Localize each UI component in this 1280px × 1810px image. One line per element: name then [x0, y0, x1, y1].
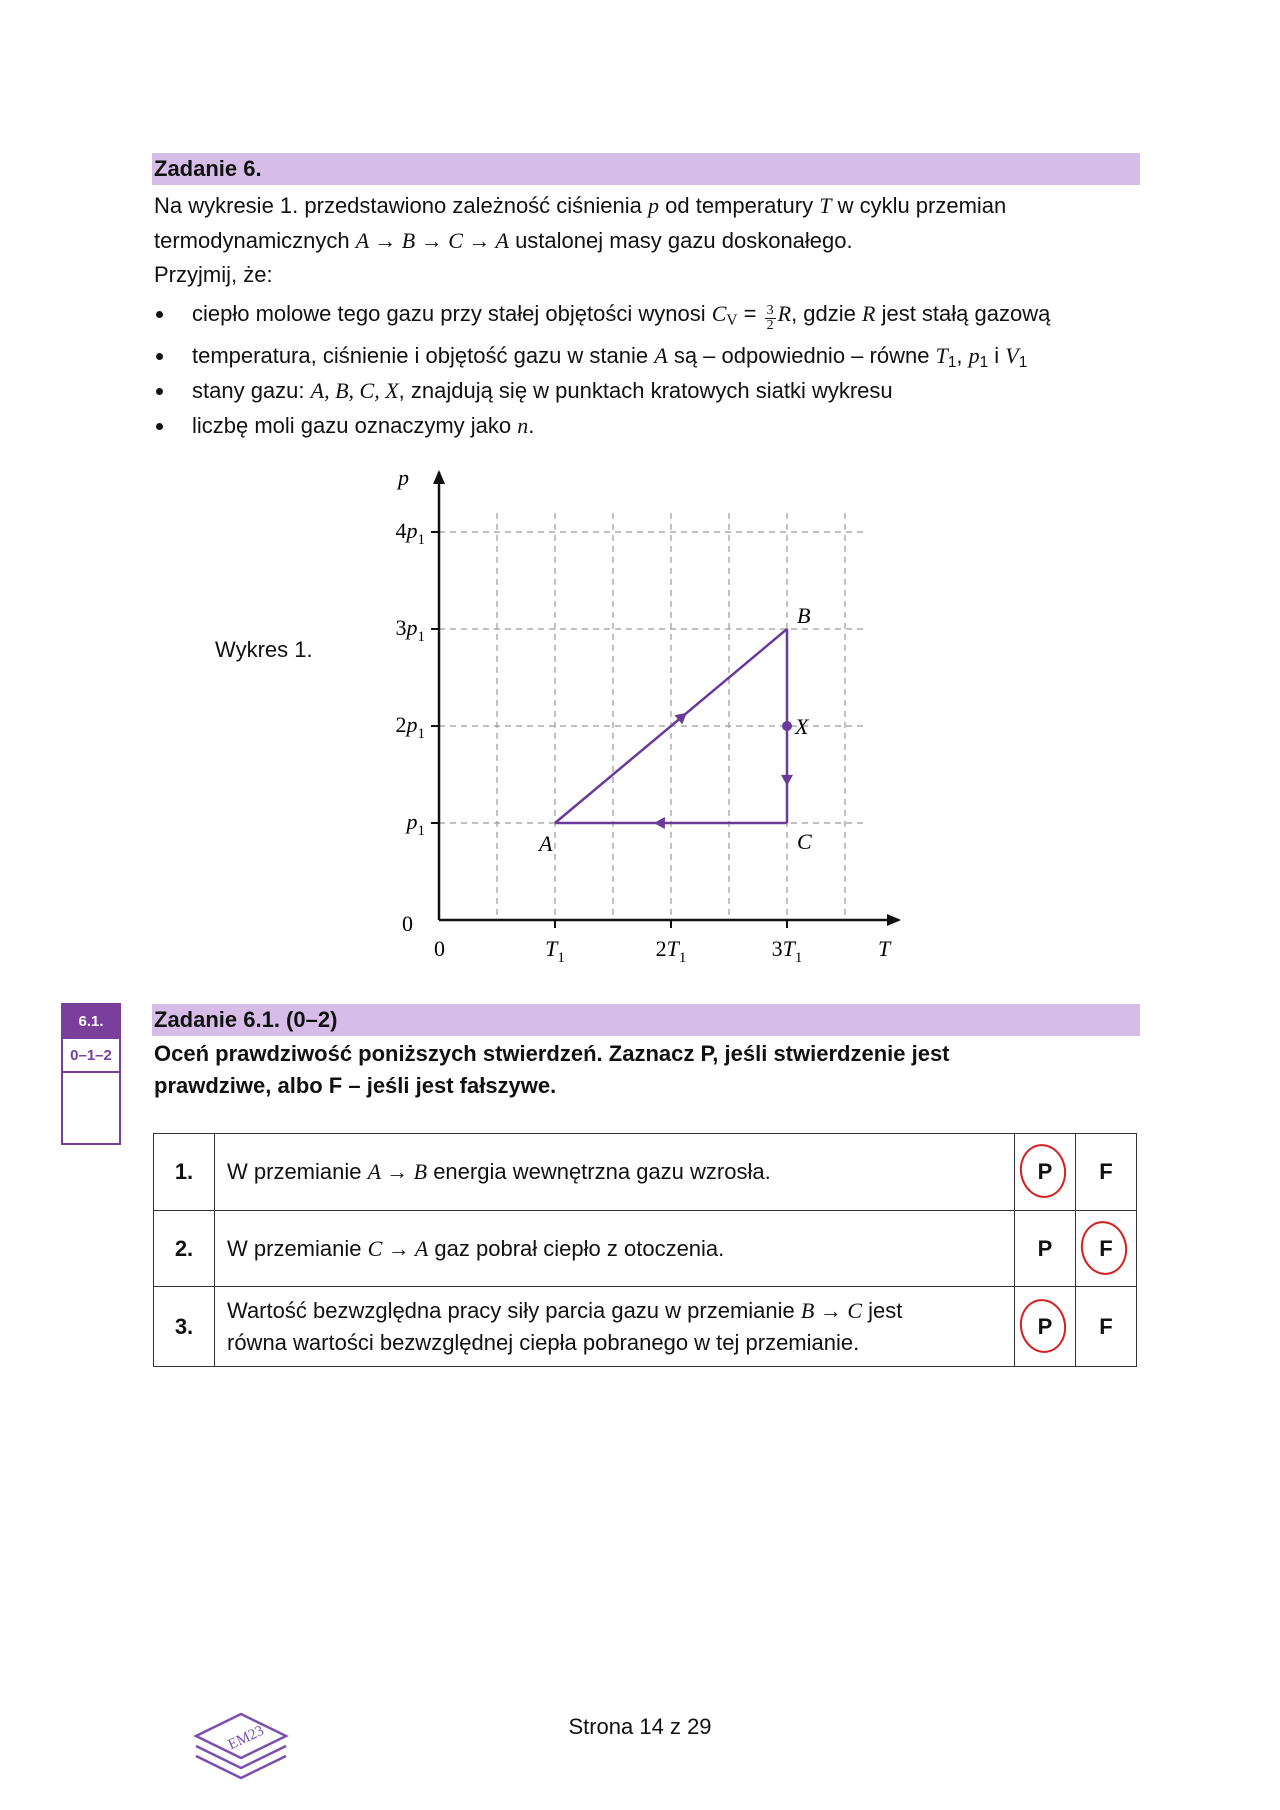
direction-arrow-icon: [654, 817, 665, 829]
y-origin-label: 0: [402, 911, 413, 936]
bullet-dot-icon: [156, 353, 163, 360]
x-tick-label: $3T_1$: [771, 936, 803, 966]
score-box-empty-cell[interactable]: [63, 1073, 119, 1143]
x-axis-label: T: [878, 936, 891, 961]
point-label-x: X: [795, 714, 809, 739]
x-tick-label: $T_1$: [545, 936, 565, 966]
answer-circle-mark: [1077, 1217, 1132, 1278]
chart-points: [537, 603, 812, 856]
answer-true-cell[interactable]: P: [1015, 1287, 1076, 1367]
row-number: 2.: [154, 1211, 215, 1287]
y-axis-label: p: [398, 465, 409, 490]
score-box-points: 0–1–2: [63, 1039, 119, 1073]
y-tick-label: $4p_1$: [395, 518, 425, 548]
bullet-dot-icon: [156, 311, 163, 318]
answer-false-cell[interactable]: F: [1076, 1134, 1137, 1211]
table-row: [154, 1134, 1137, 1211]
bullet-dot-icon: [156, 423, 163, 430]
table-row: [154, 1211, 1137, 1287]
bullet-dot-icon: [156, 388, 163, 395]
point-label-a: A: [539, 831, 553, 856]
table-row: [154, 1287, 1137, 1367]
chart-axes: [396, 465, 899, 961]
figure-caption: Wykres 1.: [215, 637, 313, 662]
cycle-segment: [555, 629, 787, 823]
statements-table: [153, 1133, 1137, 1367]
fraction-three-halves: $\frac{3}{2}$: [766, 302, 774, 333]
assume-text: Przyjmij, że:: [154, 262, 273, 287]
chart-grid: [439, 513, 863, 920]
point-x-dot: [782, 721, 792, 731]
y-tick-label: $2p_1$: [395, 712, 425, 742]
row-number: 3.: [154, 1287, 215, 1367]
answer-circle-mark: [1016, 1140, 1071, 1201]
direction-arrow-icon: [675, 713, 687, 725]
answer-true-cell[interactable]: P: [1015, 1134, 1076, 1211]
point-label-c: C: [797, 829, 812, 854]
row-statement: Wartość bezwzględna pracy siły parcia gazu w przemianie B → C jest równa wartości bezwzględnej ciepła pobranego w tej przemianie.: [215, 1287, 1015, 1367]
page-number: Strona 14 z 29: [568, 1714, 712, 1739]
subtask-header: Zadanie 6.1. (0–2): [152, 1004, 1140, 1036]
y-tick-label: $3p_1$: [395, 615, 425, 645]
task-header: Zadanie 6.: [152, 153, 1140, 185]
intro-line-1: Na wykresie 1. przedstawiono zależność ciśnienia p od temperatury T w cyklu przemian: [154, 193, 1007, 218]
logo-lettering: EM23: [225, 1722, 267, 1754]
x-tick-label: $2T_1$: [655, 936, 687, 966]
point-label-b: B: [797, 603, 811, 628]
score-box-code: 6.1.: [63, 1005, 119, 1039]
row-number: 1.: [154, 1134, 215, 1211]
answer-circle-mark: [1016, 1295, 1071, 1356]
answer-true-cell[interactable]: P: [1015, 1211, 1076, 1287]
intro-line-2: termodynamicznych A → B → C → A ustalonej masy gazu doskonałego.: [154, 228, 853, 253]
chart-series: [555, 629, 793, 829]
chart-ticks: [396, 518, 803, 966]
x-origin-label: 0: [434, 936, 445, 961]
answer-false-cell[interactable]: F: [1076, 1287, 1137, 1367]
subtask-instruction-1: Oceń prawdziwość poniższych stwierdzeń. Zaznacz P, jeśli stwierdzenie jest: [154, 1041, 950, 1066]
direction-arrow-icon: [781, 775, 793, 786]
score-box: [61, 1003, 121, 1145]
answer-false-cell[interactable]: F: [1076, 1211, 1137, 1287]
y-tick-label: $p_1$: [406, 809, 425, 839]
row-statement: W przemianie C → A gaz pobrał ciepło z otoczenia.: [215, 1211, 1015, 1287]
row-statement: W przemianie A → B energia wewnętrzna gazu wzrosła.: [215, 1134, 1015, 1211]
subtask-instruction-2: prawdziwe, albo F – jeśli jest fałszywe.: [154, 1073, 557, 1098]
